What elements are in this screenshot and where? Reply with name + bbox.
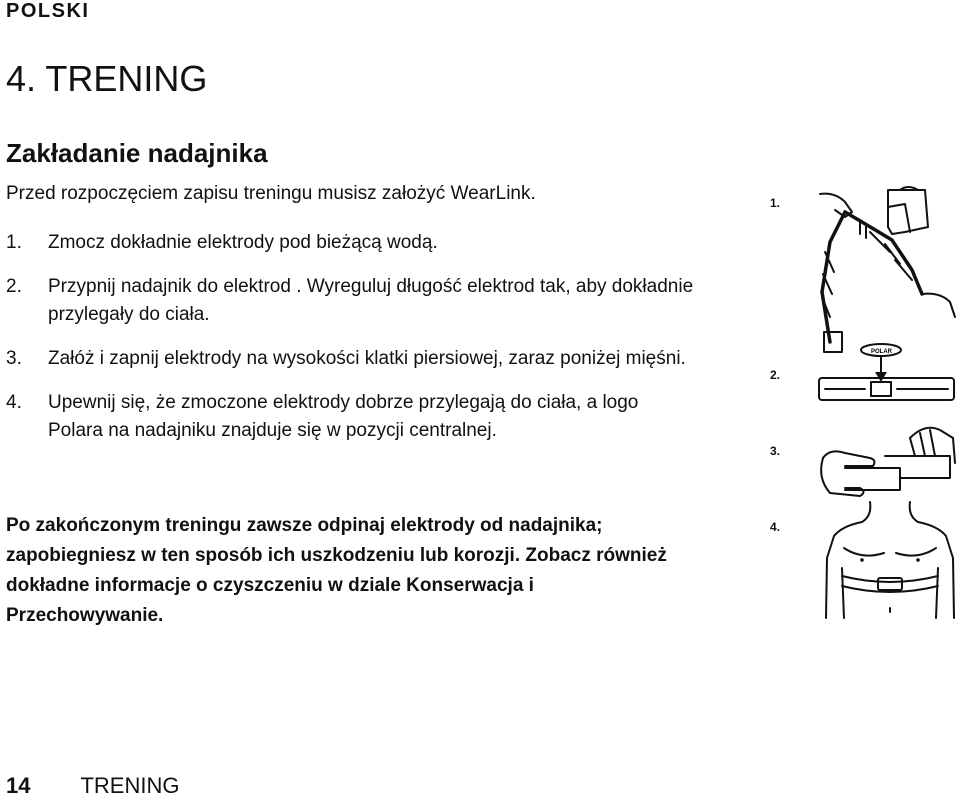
section-title: Zakładanie nadajnika — [6, 138, 268, 168]
attach-transmitter-illustration-icon — [815, 338, 958, 408]
chest-strap-worn-illustration-icon — [822, 498, 958, 628]
svg-text:POLAR: POLAR — [871, 349, 892, 355]
step-number: 1. — [6, 232, 22, 253]
step-text: Upewnij się, że zmoczone elektrody dobrze przylegają do ciała, a logo Polara na nadajniku znajduje się w pozycji centralnej. — [48, 392, 639, 441]
wet-strap-under-tap-illustration-icon — [800, 182, 958, 357]
step-text: Załóż i zapnij elektrody na wysokości klatki piersiowej, zaraz poniżej mięśni. — [48, 348, 686, 369]
chapter-title: 4. TRENING — [6, 58, 208, 99]
intro-text: Przed rozpoczęciem zapisu treningu musisz założyć WearLink. — [6, 183, 536, 204]
language-header: POLSKI — [6, 0, 90, 22]
page-number: 14 — [6, 773, 31, 798]
figure-4-label: 4. — [770, 520, 781, 534]
step-text: Przypnij nadajnik do elektrod . Wyreguluj długość elektrod tak, aby dokładnie przylegały do ciała. — [48, 276, 694, 325]
step-item — [6, 273, 696, 329]
step-item — [6, 389, 696, 445]
step-number: 3. — [6, 348, 22, 369]
step-item — [6, 229, 696, 257]
step-text: Zmocz dokładnie elektrody pod bieżącą wodą. — [48, 232, 438, 253]
step-item — [6, 345, 696, 373]
footer-section: TRENING — [80, 773, 180, 798]
fasten-strap-illustration-icon — [815, 418, 958, 503]
page-footer — [6, 773, 179, 799]
step-number: 4. — [6, 392, 22, 413]
figure-3-label: 3. — [770, 444, 781, 458]
care-note: Po zakończonym treningu zawsze odpinaj elektrody od nadajnika; zapobiegniesz w ten sposób ich uszkodzeniu lub korozji. Zobacz również dokładne informacje o czyszczeniu w dziale Konserwacja i Przechowywanie. — [6, 515, 667, 626]
figure-1-label: 1. — [770, 196, 781, 210]
step-number: 2. — [6, 276, 22, 297]
figure-2-label: 2. — [770, 368, 781, 382]
steps-list — [6, 229, 696, 461]
